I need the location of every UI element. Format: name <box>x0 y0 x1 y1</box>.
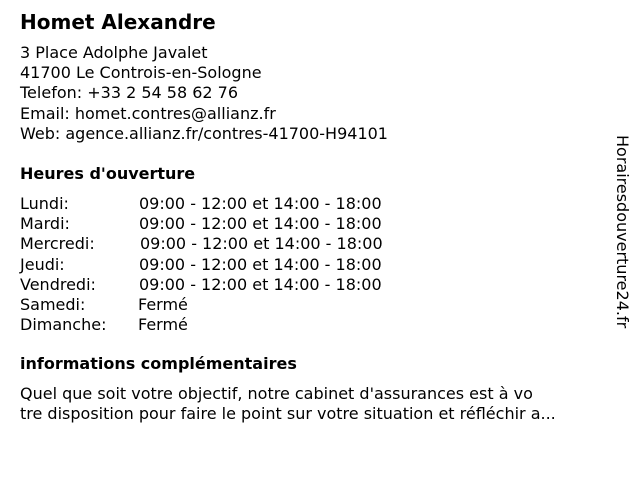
additional-info-heading: informations complémentaires <box>20 354 297 373</box>
day-label: Lundi: <box>20 194 69 213</box>
website-url: Web: agence.allianz.fr/contres-41700-H94101 <box>20 123 388 143</box>
hours-row-monday <box>20 194 440 214</box>
day-label: Dimanche: <box>20 315 107 335</box>
hours-row-saturday <box>20 295 440 315</box>
day-label: Samedi: <box>20 294 86 314</box>
description-line-2: tre disposition pour faire le point sur votre situation et réfléchir a... <box>20 404 556 424</box>
day-label: Jeudi: <box>20 254 65 274</box>
time-value: 09:00 - 12:00 et 14:00 - 18:00 <box>139 254 382 274</box>
city-address: 41700 Le Controis-en-Sologne <box>20 63 262 83</box>
hours-row-thursday <box>20 255 440 275</box>
address-block <box>20 43 388 144</box>
time-value: 09:00 - 12:00 et 14:00 - 18:00 <box>139 214 382 234</box>
hours-row-tuesday <box>20 214 440 234</box>
hours-row-wednesday <box>20 234 440 254</box>
day-label: Vendredi: <box>20 274 96 294</box>
street-address: 3 Place Adolphe Javalet <box>20 43 208 62</box>
time-value: 09:00 - 12:00 et 14:00 - 18:00 <box>140 234 383 254</box>
time-value: 09:00 - 12:00 et 14:00 - 18:00 <box>139 274 382 294</box>
time-value: 09:00 - 12:00 et 14:00 - 18:00 <box>139 194 382 213</box>
brand-watermark: Horairesdouverture24.fr <box>613 135 632 329</box>
opening-hours-table <box>20 194 440 335</box>
day-label: Mercredi: <box>20 234 95 254</box>
additional-info-text <box>20 384 610 424</box>
day-label: Mardi: <box>20 214 70 234</box>
email-address: Email: homet.contres@allianz.fr <box>20 103 276 123</box>
phone-number: Telefon: +33 2 54 58 62 76 <box>20 83 239 103</box>
opening-hours-heading: Heures d'ouverture <box>20 164 196 183</box>
time-value: Fermé <box>138 294 188 314</box>
hours-row-friday <box>20 275 440 295</box>
time-value: Fermé <box>138 315 188 335</box>
hours-row-sunday <box>20 315 440 335</box>
business-name: Homet Alexandre <box>20 10 216 34</box>
description-line-1: Quel que soit votre objectif, notre cabinet d'assurances est à vo <box>20 384 533 403</box>
